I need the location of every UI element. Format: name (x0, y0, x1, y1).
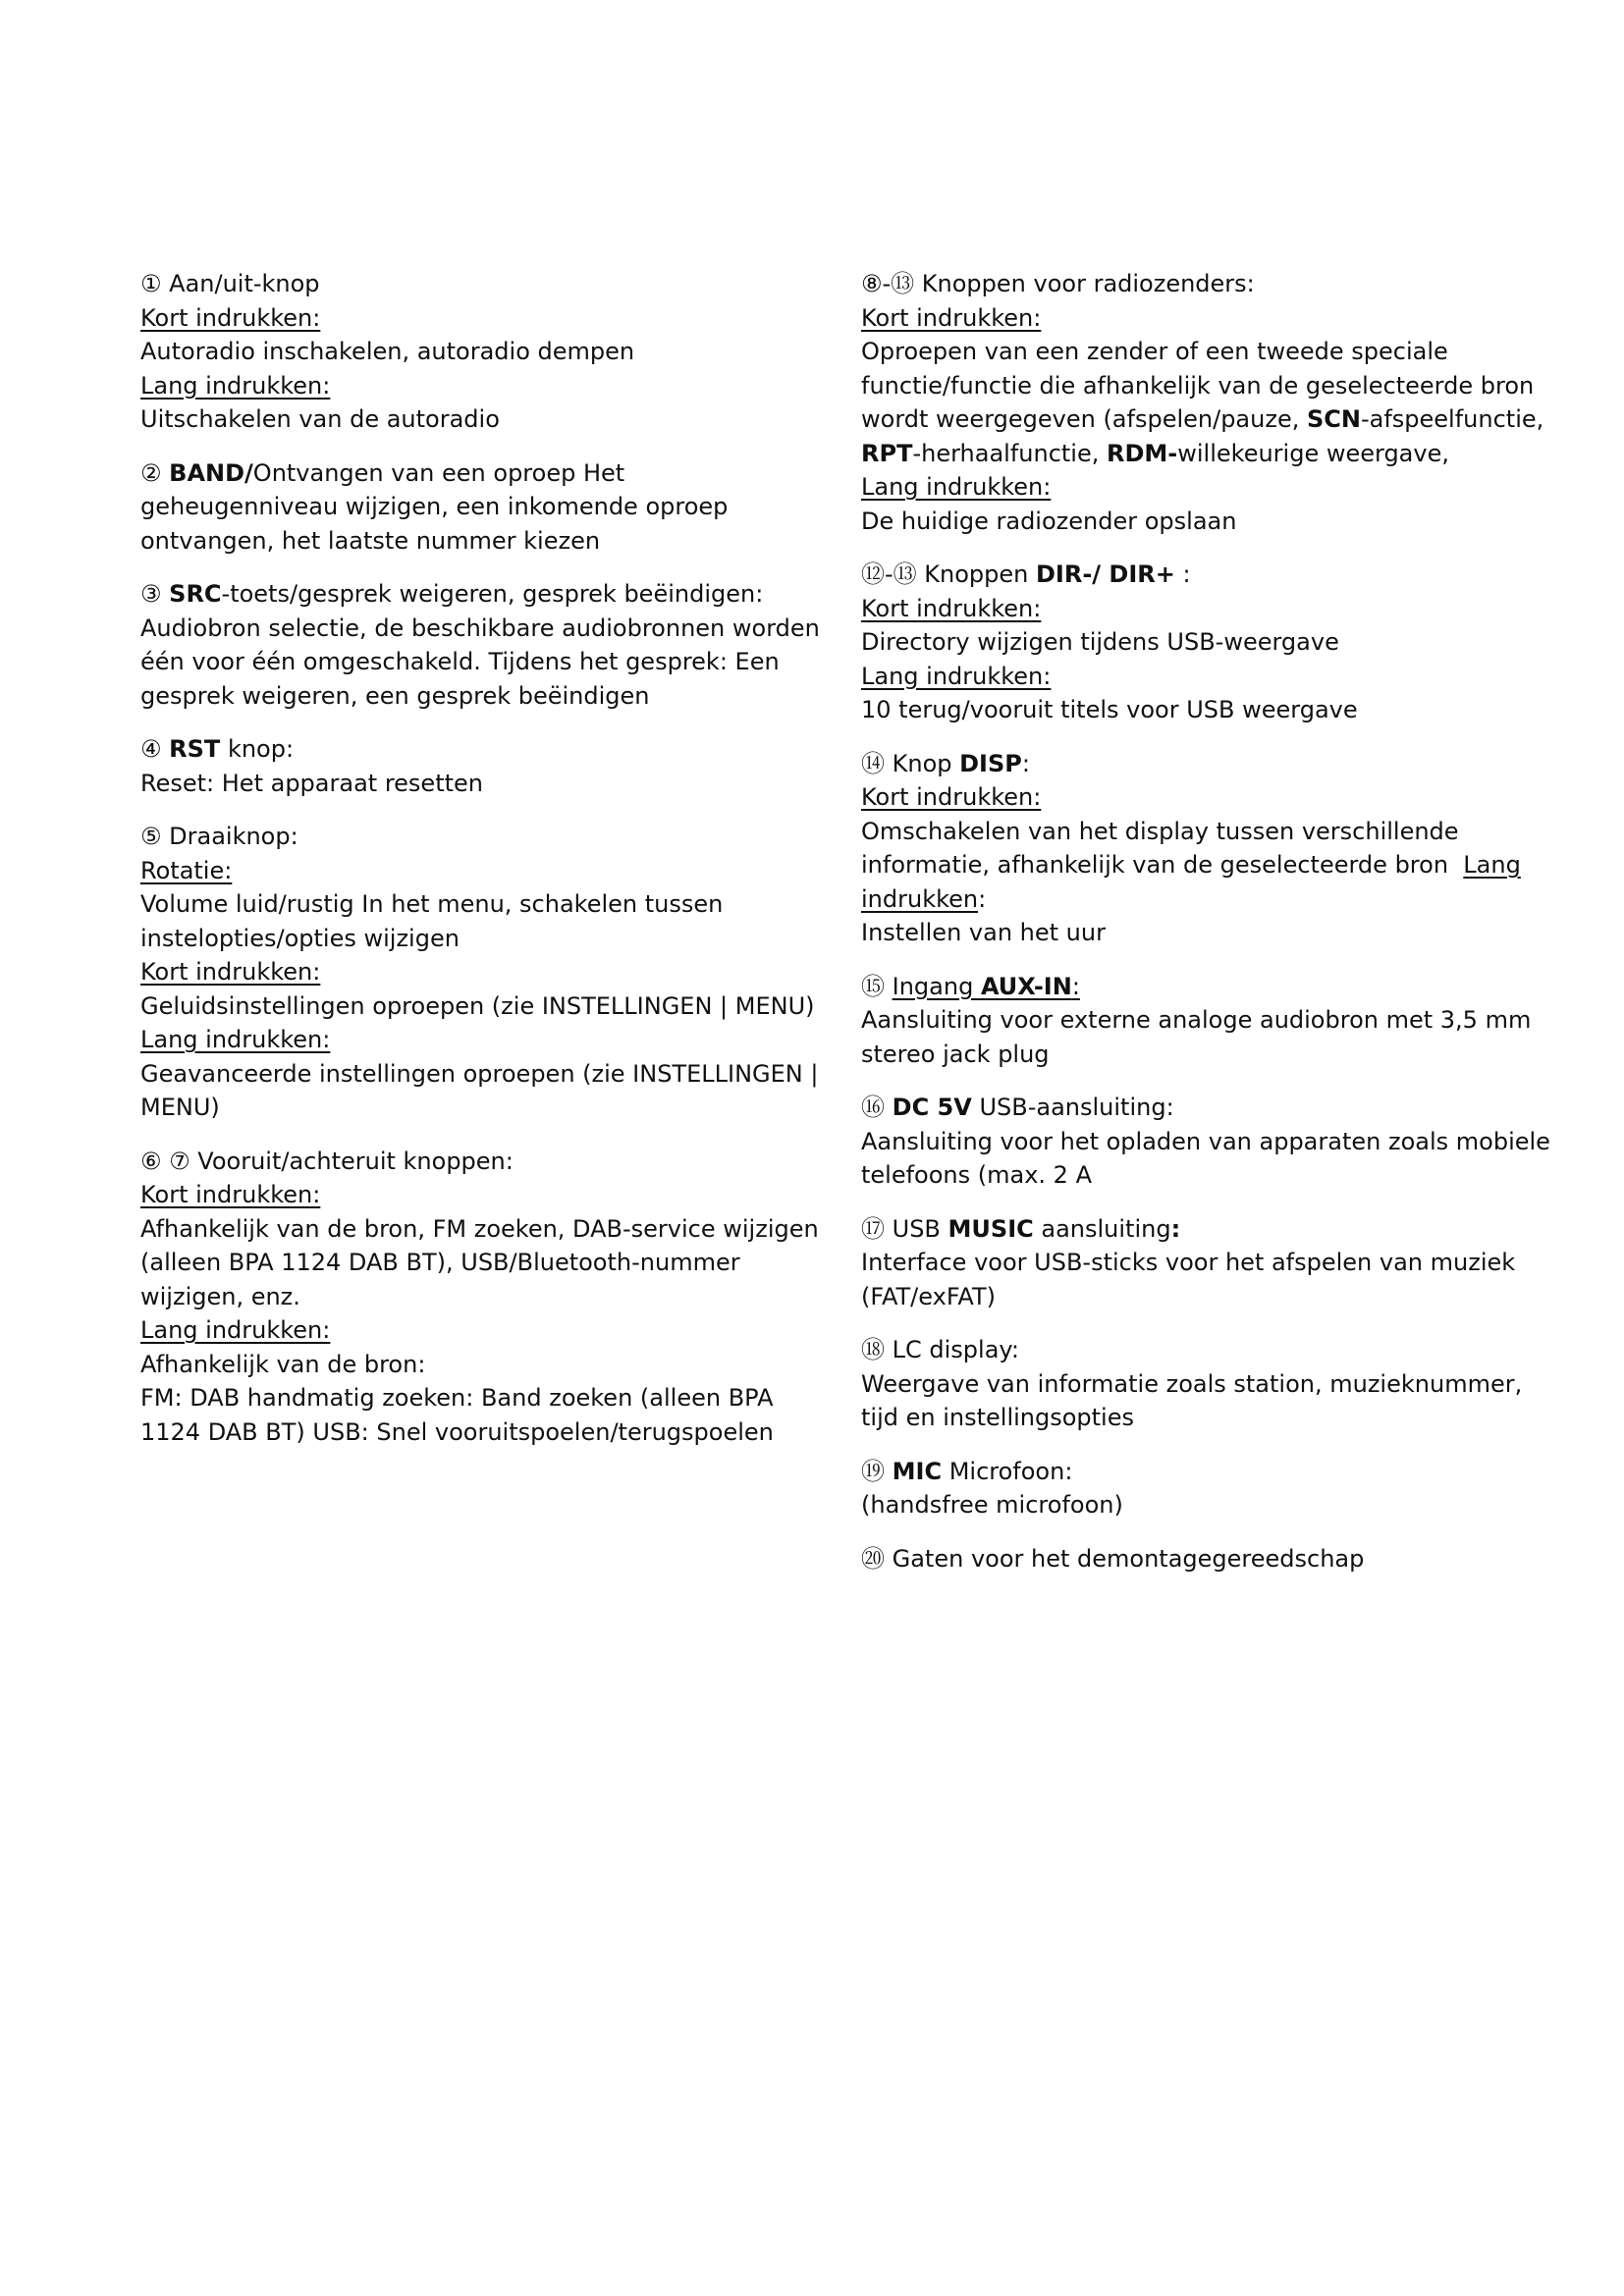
entry-rotary-knob (140, 820, 819, 1125)
long-press-text: Afhankelijk van de bron: (140, 1350, 426, 1378)
entry-text: Aansluiting voor het opladen van apparaten zoals mobiele (861, 1127, 1550, 1155)
entry-disp-button: ⑭ Knop DISP: Kort indrukken: Omschakelen van het display tussen verschillende informatie, afhankelijk van de geselecteerde bron Lang indrukken: Instellen van het uur (861, 747, 1509, 950)
short-press-text: functie/functie die afhankelijk van de geselecteerde bron (861, 371, 1535, 400)
entry-band-button (140, 456, 788, 559)
entry-title: ⑳ Gaten voor het demontagegereedschap (861, 1544, 1365, 1573)
entry-text: Interface voor USB-sticks voor het afspelen van muziek (861, 1249, 1516, 1276)
left-column (140, 267, 820, 1468)
entry-text: Aansluiting voor externe analoge audiobron met 3,5 mm (861, 1006, 1532, 1034)
entry-title: ② BAND/Ontvangen van een oproep Het (140, 458, 625, 487)
entry-title: ③ SRC-toets/gesprek weigeren, gesprek beëindigen: (140, 580, 764, 608)
entry-aux-in (861, 970, 1532, 1072)
long-press-text: 1124 DAB BT) USB: Snel vooruitspoelen/terugspoelen (140, 1417, 774, 1446)
entry-title: ⑭ Knop DISP: (861, 749, 1030, 777)
short-press-text: Afhankelijk van de bron, FM zoeken, DAB-service wijzigen (140, 1214, 819, 1243)
long-press-text: De huidige radiozender opslaan (861, 507, 1237, 535)
entry-text: Weergave van informatie zoals station, muzieknummer, (861, 1369, 1523, 1398)
short-press-label: Kort indrukken: (140, 1181, 321, 1208)
entry-lc-display (861, 1333, 1523, 1435)
entry-title: ⑮ Ingang AUX-IN: (861, 972, 1080, 1000)
entry-rst-button (140, 732, 788, 800)
entry-usb-music (861, 1212, 1516, 1314)
short-press-label: Kort indrukken: (861, 594, 1042, 622)
entry-dc-5v (861, 1091, 1550, 1193)
short-press-text: Geluidsinstellingen oproepen (zie INSTELLINGEN | MENU) (140, 991, 815, 1020)
long-press-label: indrukken (861, 884, 979, 913)
long-press-label: Lang indrukken: (140, 1026, 331, 1053)
entry-text: Reset: Het apparaat resetten (140, 769, 483, 797)
entry-text: Volume luid/rustig In het menu, schakelen tussen (140, 890, 724, 918)
long-press-text: Uitschakelen van de autoradio (140, 405, 500, 433)
entry-text: telefoons (max. 2 A (861, 1161, 1092, 1189)
entry-text: tijd en instellingsopties (861, 1404, 1134, 1431)
long-press-text: Instellen van het uur (861, 919, 1106, 946)
short-press-label: Kort indrukken: (140, 303, 321, 332)
short-press-text: (alleen BPA 1124 DAB BT), USB/Bluetooth-nummer (140, 1249, 740, 1276)
entry-text: (handsfree microfoon) (861, 1491, 1123, 1519)
long-press-text: Geavanceerde instellingen oproepen (zie INSTELLINGEN | (140, 1059, 819, 1088)
short-press-text: informatie, afhankelijk van de geselecteerde bron Lang (861, 851, 1521, 879)
short-press-label: Kort indrukken: (140, 958, 321, 986)
entry-text: (FAT/exFAT) (861, 1282, 996, 1310)
entry-title: ⑫-⑬ Knoppen DIR-/ DIR+ : (861, 561, 1191, 588)
long-press-label: Lang indrukken: (140, 371, 331, 400)
short-press-label: Kort indrukken: (861, 783, 1042, 811)
entry-text: Audiobron selectie, de beschikbare audiobronnen worden (140, 614, 820, 642)
entry-title: ⑲ MIC Microfoon: (861, 1457, 1073, 1485)
long-press-label: Lang indrukken: (861, 662, 1052, 690)
entry-src-button (140, 577, 820, 713)
long-press-text: 10 terug/vooruit titels voor USB weergave (861, 696, 1358, 723)
short-press-text: Autoradio inschakelen, autoradio dempen (140, 338, 635, 365)
entry-text: gesprek weigeren, een gesprek beëindigen (140, 681, 650, 710)
entry-text: ontvangen, het laatste nummer kiezen (140, 526, 601, 555)
entry-text: instelopties/opties wijzigen (140, 924, 460, 952)
short-press-text: RPT-herhaalfunctie, RDM-willekeurige weergave, (861, 439, 1449, 467)
long-press-label: Lang indrukken: (861, 473, 1052, 501)
entry-microphone (861, 1455, 1509, 1522)
entry-power-button (140, 267, 788, 437)
short-press-text: wordt weergegeven (afspelen/pauze, SCN-afspeelfunctie, (861, 405, 1544, 433)
entry-title: ⑰ USB MUSIC aansluiting: (861, 1214, 1181, 1243)
short-press-text: Oproepen van een zender of een tweede speciale (861, 338, 1448, 365)
entry-forward-back-buttons (140, 1145, 819, 1450)
entry-text: één voor één omgeschakeld. Tijdens het gesprek: Een (140, 648, 780, 675)
short-press-text: Omschakelen van het display tussen verschillende (861, 817, 1459, 845)
rotation-label: Rotatie: (140, 856, 233, 884)
long-press-text: MENU) (140, 1094, 220, 1121)
entry-text: geheugenniveau wijzigen, een inkomende oproep (140, 493, 729, 520)
right-column (861, 267, 1550, 1595)
entry-text: stereo jack plug (861, 1040, 1050, 1068)
entry-removal-holes (861, 1542, 1509, 1576)
entry-title: ⑯ DC 5V USB-aansluiting: (861, 1094, 1174, 1121)
short-press-text: Directory wijzigen tijdens USB-weergave (861, 628, 1339, 656)
entry-title: ⑧-⑬ Knoppen voor radiozenders: (861, 270, 1255, 297)
entry-dir-buttons (861, 558, 1509, 727)
entry-title: ① Aan/uit-knop (140, 270, 320, 297)
short-press-label: Kort indrukken: (861, 303, 1042, 332)
entry-title: ⑱ LC display: (861, 1336, 1019, 1363)
entry-preset-buttons (861, 267, 1544, 538)
long-press-text: FM: DAB handmatig zoeken: Band zoeken (alleen BPA (140, 1384, 774, 1412)
entry-title: ④ RST knop: (140, 735, 295, 763)
entry-title: ⑤ Draaiknop: (140, 823, 298, 850)
entry-title: ⑥ ⑦ Vooruit/achteruit knoppen: (140, 1147, 514, 1175)
long-press-label: Lang indrukken: (140, 1316, 331, 1344)
short-press-text: wijzigen, enz. (140, 1282, 300, 1310)
long-press-label: Lang (1463, 851, 1521, 879)
